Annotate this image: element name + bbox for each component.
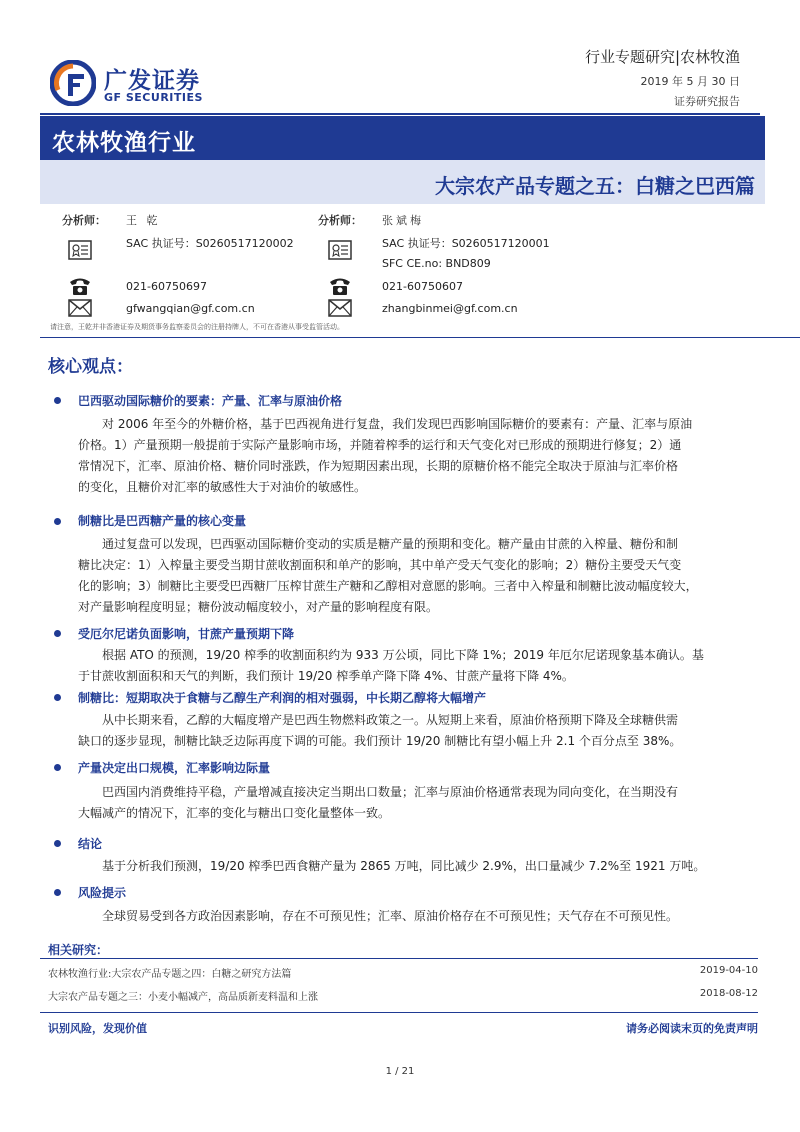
paragraph-line: 常情况下，汇率、原油价格、糖价同时涨跌，作为短期因素出现，长期的原糖价格不能完全取决于原油与汇率价格 xyxy=(78,459,679,473)
analyst-email[interactable]: gfwangqian@gf.com.cn xyxy=(126,302,255,315)
email-icon xyxy=(328,298,352,318)
section-paragraph xyxy=(78,534,758,618)
analyst-name: 王 乾 xyxy=(126,214,161,227)
paragraph-line: 大幅减产的情况下，汇率的变化与糖出口变化量整体一致。 xyxy=(78,806,391,820)
paragraph-line: 糖比决定：1）入榨量主要受当期甘蔗收割面积和单产的影响，其中单产受天气变化的影响；2）糖份主要受天气变 xyxy=(78,558,682,572)
paragraph-line: 价格。1）产量预期一般提前于实际产量影响市场，并随着榨季的运行和天气变化对已形成的预期进行修复；2）通 xyxy=(78,438,682,452)
report-type: 证券研究报告 xyxy=(674,95,740,108)
report-title: 行业专题研究|农林牧渔 xyxy=(584,48,740,66)
phone-icon xyxy=(68,276,92,296)
bullet-icon xyxy=(54,840,61,847)
analyst-sfc: SFC CE.no: BND809 xyxy=(382,257,491,270)
section-paragraph xyxy=(78,710,758,752)
industry-title: 农林牧渔行业 xyxy=(52,130,196,156)
paragraph-line: 从中长期来看，乙醇的大幅度增产是巴西生物燃料政策之一。从短期上来看，原油价格预期下降及全球糖供需 xyxy=(102,713,679,727)
analyst-email[interactable]: zhangbinmei@gf.com.cn xyxy=(382,302,518,315)
section-paragraph xyxy=(78,414,758,498)
email-icon xyxy=(68,298,92,318)
section-heading: 产量决定出口规模，汇率影响边际量 xyxy=(78,761,271,775)
related-item-title[interactable]: 大宗农产品专题之三：小麦小幅减产，高品质新麦料温和上涨 xyxy=(48,992,318,1003)
footer-disclaimer: 请务必阅读末页的免责声明 xyxy=(626,1022,758,1035)
paragraph-line: 对 2006 年至今的外糖价格，基于巴西视角进行复盘，我们发现巴西影响国际糖价的要素有：产量、汇率与原油 xyxy=(102,417,693,431)
paragraph-line: 基于分析我们预测，19/20 榨季巴西食糖产量为 2865 万吨，同比减少 2.9%，出口量减少 7.2%至 1921 万吨。 xyxy=(102,859,706,873)
report-date: 2019 年 5 月 30 日 xyxy=(640,75,740,88)
section-heading: 巴西驱动国际糖价的要素：产量、汇率与原油价格 xyxy=(78,394,343,408)
bullet-icon xyxy=(54,630,61,637)
logo-text-en: GF SECURITIES xyxy=(104,91,203,104)
section-paragraph xyxy=(78,906,758,927)
analyst-sac: SAC 执证号：S0260517120001 xyxy=(382,237,550,250)
analyst-name: 张斌梅 xyxy=(382,214,424,227)
related-divider xyxy=(40,958,758,959)
bullet-icon xyxy=(54,518,61,525)
section-heading: 风险提示 xyxy=(78,886,127,900)
paragraph-line: 通过复盘可以发现，巴西驱动国际糖价变动的实质是糖产量的预期和变化。糖产量由甘蔗的入榨量、糖份和制 xyxy=(102,537,679,551)
related-research-title: 相关研究： xyxy=(48,943,109,957)
paragraph-line: 巴西国内消费维持平稳，产量增减直接决定当期出口数量；汇率与原油价格通常表现为同向变化，在当期没有 xyxy=(102,785,679,799)
bullet-icon xyxy=(54,889,61,896)
paragraph-line: 于甘蔗收割面积和天气的判断，我们预计 19/20 榨季单产降下降 4%、甘蔗产量将下降 4%。 xyxy=(78,669,574,683)
footer-slogan: 识别风险，发现价值 xyxy=(48,1022,147,1035)
paragraph-line: 缺口的逐步显现，制糖比缺乏边际再度下调的可能。我们预计 19/20 制糖比有望小幅上升 2.1 个百分点至 38%。 xyxy=(78,734,682,748)
certificate-icon xyxy=(328,240,352,260)
bullet-icon xyxy=(54,694,61,701)
related-item-date: 2019-04-10 xyxy=(699,965,758,976)
analyst-phone: 021-60750607 xyxy=(382,280,463,293)
section-heading: 受厄尔尼诺负面影响，甘蔗产量预期下降 xyxy=(78,627,295,641)
section-paragraph xyxy=(78,645,758,687)
related-item-title[interactable]: 农林牧渔行业:大宗农产品专题之四：白糖之研究方法篇 xyxy=(48,969,292,980)
section-paragraph xyxy=(78,856,758,877)
report-subtitle: 大宗农产品专题之五：白糖之巴西篇 xyxy=(435,174,755,198)
section-heading: 结论 xyxy=(78,837,103,851)
logo-text-cn: 广发证券 xyxy=(104,68,200,94)
paragraph-line: 全球贸易受到各方政治因素影响，存在不可预见性；汇率、原油价格存在不可预见性；天气存在不可预见性。 xyxy=(102,909,679,923)
header-divider xyxy=(40,113,760,115)
footer-divider xyxy=(40,1012,758,1013)
core-views-title: 核心观点： xyxy=(48,357,133,377)
paragraph-line: 对产量影响程度明显；糖份波动幅度较小，对产量的影响程度有限。 xyxy=(78,600,439,614)
analyst-label: 分析师： xyxy=(62,214,106,227)
analyst-sac: SAC 执证号：S0260517120002 xyxy=(126,237,294,250)
paragraph-line: 化的影响；3）制糖比主要受巴西糖厂压榨甘蔗生产糖和乙醇相对意愿的影响。三者中入榨量和制糖比波动幅度较大， xyxy=(78,579,698,593)
paragraph-line: 的变化，且糖价对汇率的敏感性大于对油价的敏感性。 xyxy=(78,480,367,494)
page-number: 1 / 21 xyxy=(385,1066,415,1077)
analyst-label: 分析师： xyxy=(318,214,362,227)
gf-logo-icon xyxy=(50,60,96,106)
bullet-icon xyxy=(54,764,61,771)
phone-icon xyxy=(328,276,352,296)
bullet-icon xyxy=(54,397,61,404)
section-heading: 制糖比是巴西糖产量的核心变量 xyxy=(78,514,247,528)
certificate-icon xyxy=(68,240,92,260)
related-item-date: 2018-08-12 xyxy=(699,988,758,999)
section-divider xyxy=(40,337,800,338)
section-paragraph xyxy=(78,782,758,824)
disclaimer-note: 请注意，王乾并非香港证券及期货事务监察委员会的注册持牌人，不可在香港从事受监管活动。 xyxy=(50,323,344,331)
section-heading: 制糖比：短期取决于食糖与乙醇生产利润的相对强弱，中长期乙醇将大幅增产 xyxy=(78,691,487,705)
analyst-phone: 021-60750697 xyxy=(126,280,207,293)
paragraph-line: 根据 ATO 的预测，19/20 榨季的收割面积约为 933 万公顷，同比下降 1%；2019 年厄尔尼诺现象基本确认。基 xyxy=(102,648,704,662)
